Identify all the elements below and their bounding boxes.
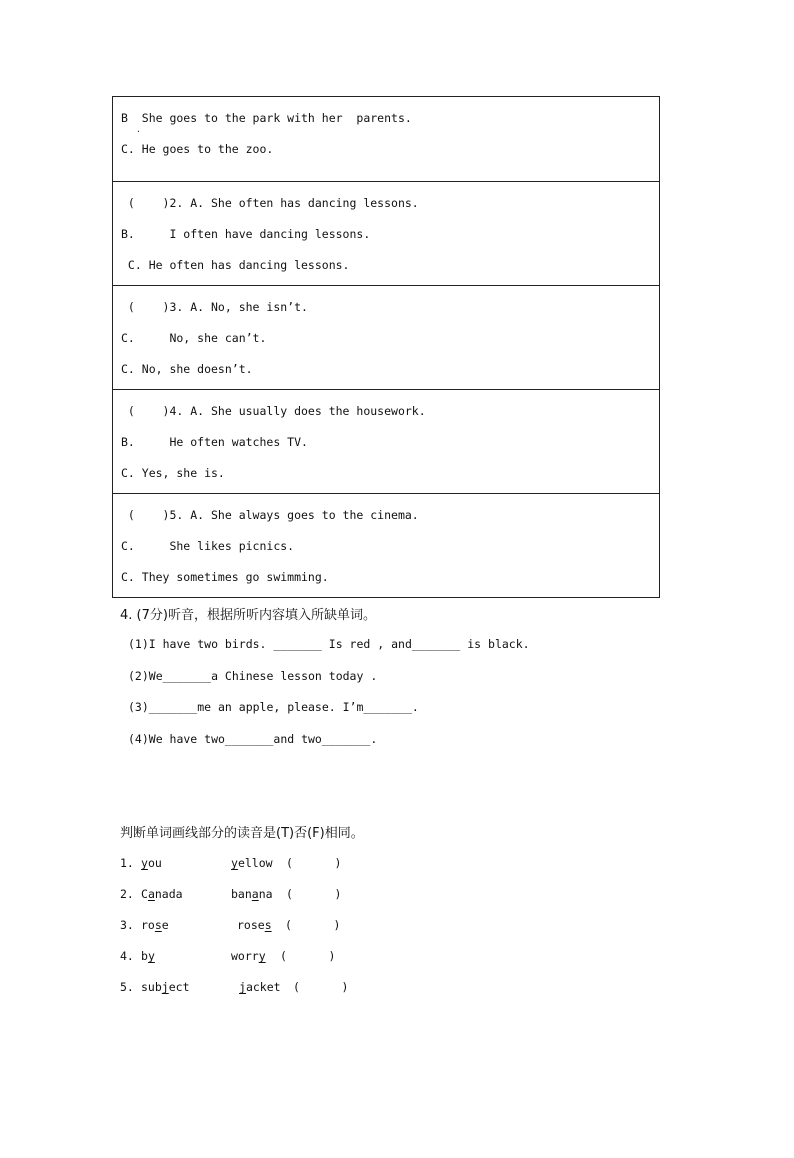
item-number: 2.	[120, 887, 134, 901]
answer-parentheses: ( )	[285, 918, 341, 932]
option-a: ( )2. A. She often has dancing lessons.	[121, 196, 419, 210]
list-item	[120, 941, 680, 972]
pronunciation-section	[120, 820, 680, 1003]
underlined-letters: y	[141, 856, 148, 870]
answer-parentheses: ( )	[286, 887, 342, 901]
underlined-letters: s	[154, 918, 162, 932]
listening-choice-table	[112, 96, 660, 598]
answer-parentheses: ( )	[286, 856, 342, 870]
word-one: subject	[141, 980, 190, 994]
question-cell-1	[113, 97, 660, 182]
table-row	[113, 97, 660, 182]
item-number: 1.	[120, 856, 134, 870]
word-two: yellow	[231, 856, 273, 870]
word-one: Canada	[141, 887, 183, 901]
table-row	[113, 494, 660, 598]
option-c: C. They sometimes go swimming.	[121, 570, 329, 584]
answer-parentheses: ( )	[280, 949, 336, 963]
option-b: C. No, she can’t.	[121, 331, 267, 345]
option-c: C. Yes, she is.	[121, 466, 225, 480]
option-b: B. He often watches TV.	[121, 435, 308, 449]
underlined-letters: y	[258, 949, 266, 963]
word-two: worry	[231, 949, 266, 963]
option-c: C. He goes to the zoo.	[121, 142, 274, 156]
word-two: banana	[231, 887, 273, 901]
word-two: roses	[237, 918, 272, 932]
item-number: 4.	[120, 949, 134, 963]
section-title: 4. (7分)听音，根据所听内容填入所缺单词。	[120, 608, 376, 623]
blank-sentence: (4)We have two_______and two_______.	[128, 731, 378, 746]
blank-sentence: (1)I have two birds. _______ Is red , and_______ is black.	[128, 637, 530, 651]
option-a: ( )3. A. No, she isn’t.	[121, 300, 308, 314]
table-row	[113, 286, 660, 390]
list-item	[120, 848, 680, 879]
question-cell-5	[113, 494, 660, 598]
blank-sentence: (2)We_______a Chinese lesson today .	[128, 668, 378, 683]
option-b: C. She likes picnics.	[121, 539, 295, 553]
option-a: ( )4. A. She usually does the housework.	[121, 404, 426, 418]
underlined-letters: a	[147, 887, 155, 901]
list-item	[120, 879, 680, 910]
blank-sentence: (3)_______me an apple, please. I’m_______.	[128, 700, 419, 714]
option-a: ( )5. A. She always goes to the cinema.	[121, 508, 419, 522]
list-item	[120, 910, 680, 941]
option-b: B She goes to the park with her parents. ·	[121, 111, 412, 136]
underlined-letters: j	[239, 980, 246, 994]
word-two: jacket	[239, 980, 281, 994]
list-item	[120, 972, 680, 1003]
word-one: rose	[141, 918, 169, 932]
table-row	[113, 182, 660, 286]
option-b: B. I often have dancing lessons.	[121, 227, 371, 241]
word-one: by	[141, 949, 155, 963]
option-c: C. He often has dancing lessons.	[121, 258, 350, 272]
question-cell-4	[113, 390, 660, 494]
question-cell-2	[113, 182, 660, 286]
underlined-letters: s	[264, 918, 272, 932]
word-one: you	[141, 856, 162, 870]
underlined-letters: y	[147, 949, 155, 963]
item-number: 3.	[120, 918, 134, 932]
underlined-letters: j	[161, 980, 169, 994]
underlined-letters: a	[251, 887, 259, 901]
stray-dot-mark: ·	[136, 127, 141, 136]
underlined-letters: y	[231, 856, 238, 870]
item-number: 5.	[120, 980, 134, 994]
fill-in-blanks-section	[120, 603, 680, 755]
question-cell-3	[113, 286, 660, 390]
answer-parentheses: ( )	[293, 980, 349, 994]
table-row	[113, 390, 660, 494]
section-title: 判断单词画线部分的读音是(T)否(F)相同。	[120, 826, 364, 841]
option-c: C. No, she doesn’t.	[121, 362, 253, 376]
